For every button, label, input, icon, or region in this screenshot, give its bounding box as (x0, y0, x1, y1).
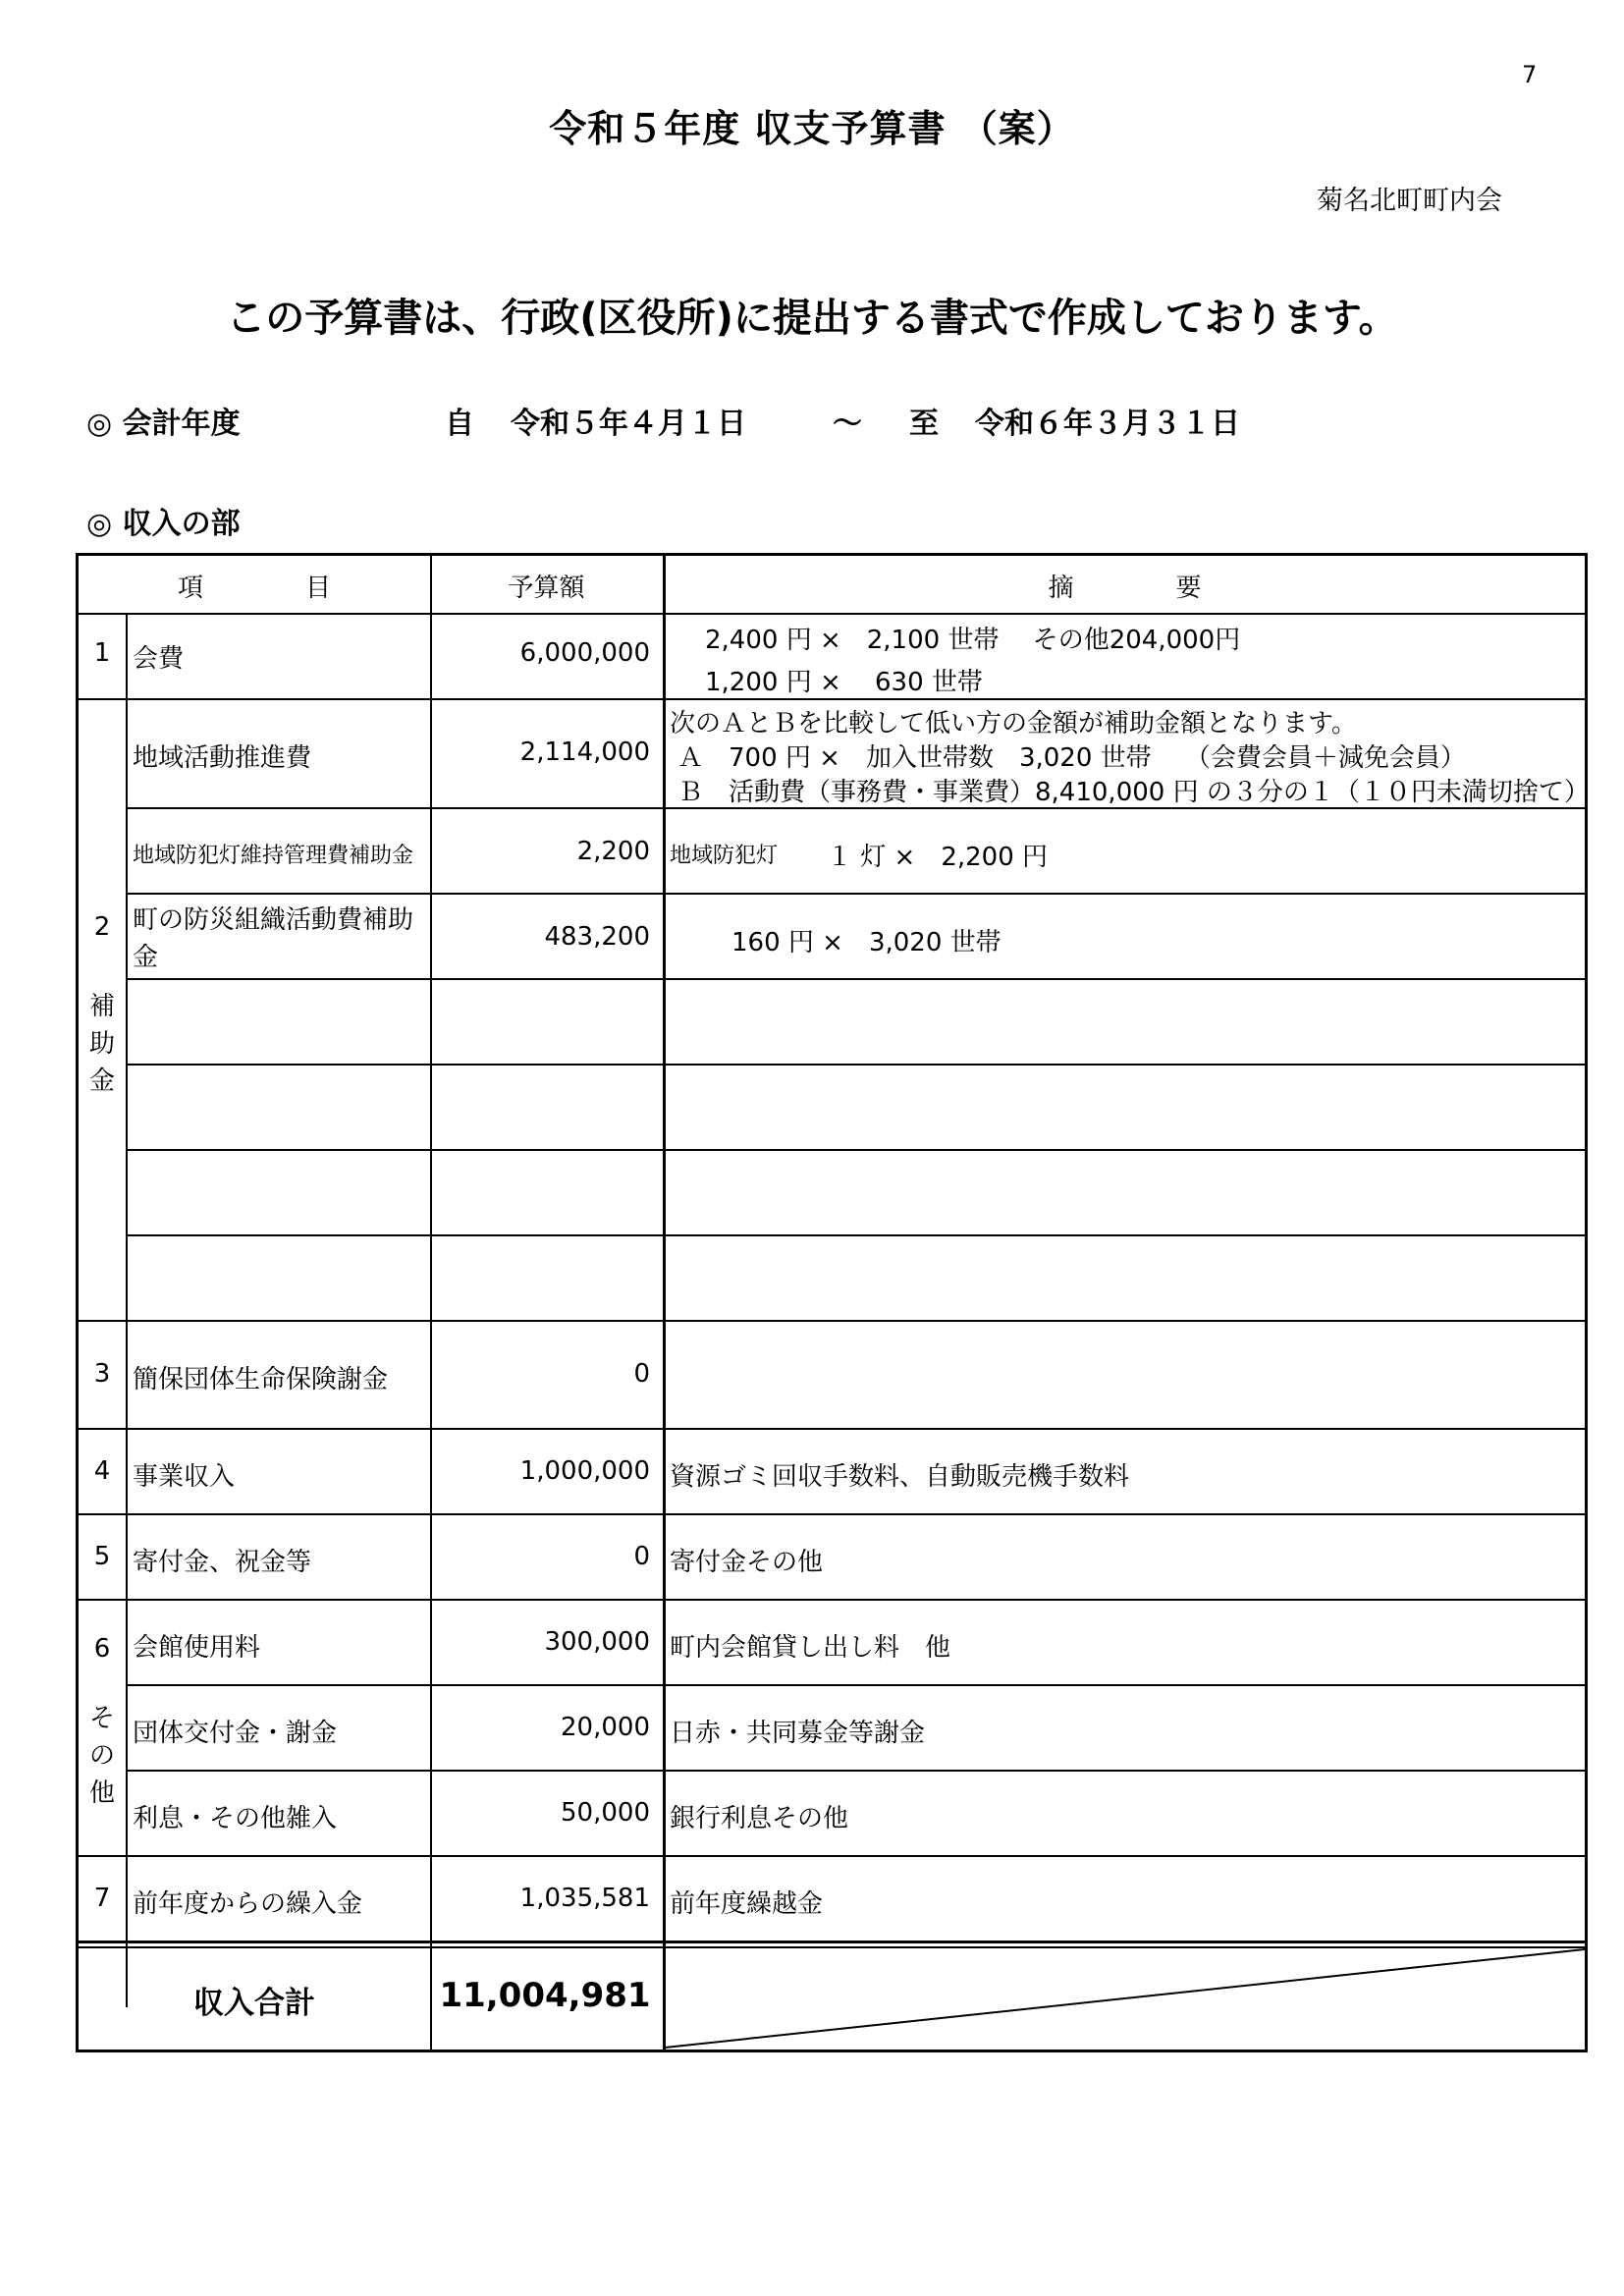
row-summary: 次のＡとＢを比較して低い方の金額が補助金額となります。 (670, 709, 1357, 738)
group-label: 補 助 金 (88, 992, 115, 1096)
row-item: 会館使用料 (133, 1633, 261, 1663)
divider-no-col (126, 613, 128, 2007)
row-summary: 日赤・共同募金等謝金 (670, 1719, 926, 1748)
row-amount: 1,000,000 (519, 1456, 650, 1486)
fiscal-year-from-label: 自 (445, 407, 474, 441)
row-divider (79, 1599, 1585, 1601)
row-amount: 300,000 (544, 1627, 650, 1657)
row-divider (79, 1428, 1585, 1430)
page-number: 7 (1522, 61, 1538, 88)
header-summary: 摘 要 (1048, 574, 1202, 603)
row-amount: 2,114,000 (519, 738, 650, 767)
notice-text: この予算書は、行政(区役所)に提出する書式で作成しております。 (226, 296, 1398, 341)
row-divider (79, 1513, 1585, 1515)
row-amount: 20,000 (561, 1713, 650, 1742)
row-item: 会費 (133, 644, 185, 674)
row-summary: 資源ゴミ回収手数料、自動販売機手数料 (670, 1462, 1130, 1492)
row-summary-label: 地域防犯灯 (670, 844, 779, 868)
total-label: 収入合計 (193, 1986, 315, 2021)
page-title: 令和５年度 収支予算書 （案） (549, 107, 1075, 150)
row-item: 寄付金、祝金等 (133, 1548, 312, 1577)
section-title-income: ◎ 収入の部 (86, 507, 241, 541)
row-item: 金 (133, 943, 159, 972)
row-divider (126, 978, 1585, 980)
row-summary: 銀行利息その他 (670, 1804, 849, 1833)
row-summary: 1,200 円 × 630 世帯 (705, 668, 983, 697)
organization-name: 菊名北町町内会 (1317, 186, 1502, 216)
row-amount: 6,000,000 (519, 638, 650, 668)
row-number: 3 (93, 1359, 111, 1389)
row-divider (79, 613, 1585, 615)
group-number: 2 (93, 912, 111, 942)
row-divider (126, 1234, 1585, 1236)
group-number: 6 (93, 1634, 111, 1664)
row-item: 簡保団体生命保険謝金 (133, 1365, 389, 1394)
row-amount: 2,200 (576, 837, 650, 866)
row-number: 4 (93, 1456, 111, 1486)
total-summary-slash (665, 1947, 1585, 2050)
row-amount: 50,000 (561, 1798, 650, 1828)
row-item: 前年度からの繰入金 (133, 1889, 363, 1919)
row-amount: 1,035,581 (519, 1884, 650, 1913)
row-item: 利息・その他雑入 (133, 1804, 338, 1833)
group-label: そ の 他 (88, 1704, 115, 1808)
row-divider (126, 1064, 1585, 1066)
total-amount: 11,004,981 (439, 1976, 651, 2015)
income-table (76, 553, 1588, 2052)
row-item: 事業収入 (133, 1462, 236, 1492)
row-item: 地域防犯灯維持管理費補助金 (133, 844, 414, 868)
header-amount: 予算額 (508, 574, 585, 603)
row-number: 1 (93, 638, 111, 668)
fiscal-year-to-label: 至 (909, 407, 939, 441)
row-number: 5 (93, 1542, 111, 1571)
row-divider (79, 1941, 1585, 1943)
header-item: 項 目 (177, 574, 331, 603)
row-summary: Ａ 700 円 × 加入世帯数 3,020 世帯 （会費会員＋減免会員） (677, 743, 1466, 773)
row-summary: 寄付金その他 (670, 1548, 824, 1577)
row-summary: 160 円 × 3,020 世帯 (731, 928, 1001, 957)
row-divider (79, 1855, 1585, 1857)
row-item: 地域活動推進費 (133, 743, 312, 773)
fiscal-year-label: ◎ 会計年度 (86, 407, 241, 441)
row-item: 町の防災組織活動費補助 (133, 905, 414, 935)
row-item: 団体交付金・謝金 (133, 1719, 338, 1748)
row-summary: 2,400 円 × 2,100 世帯 その他204,000円 (705, 626, 1241, 655)
row-number: 7 (93, 1884, 111, 1913)
row-amount: 0 (633, 1359, 650, 1389)
fiscal-year-tilde: ～ (833, 407, 862, 441)
row-summary: Ｂ 活動費（事務費・事業費）8,410,000 円 の３分の１（１０円未満切捨て） (677, 778, 1590, 807)
row-amount: 483,200 (544, 922, 650, 952)
row-divider (79, 1320, 1585, 1322)
row-divider (126, 1149, 1585, 1151)
row-summary: 町内会館貸し出し料 他 (670, 1633, 951, 1663)
row-divider (126, 1770, 1585, 1772)
row-divider (126, 893, 1585, 895)
row-amount: 0 (633, 1542, 650, 1571)
fiscal-year-from-date: 令和５年４月１日 (511, 407, 746, 441)
divider-amount-col (663, 556, 666, 2050)
row-divider (79, 698, 1585, 700)
row-summary: １ 灯 × 2,200 円 (827, 843, 1049, 872)
row-divider (126, 1684, 1585, 1686)
row-summary: 前年度繰越金 (670, 1889, 824, 1919)
fiscal-year-to-date: 令和６年３月３１日 (975, 407, 1240, 441)
